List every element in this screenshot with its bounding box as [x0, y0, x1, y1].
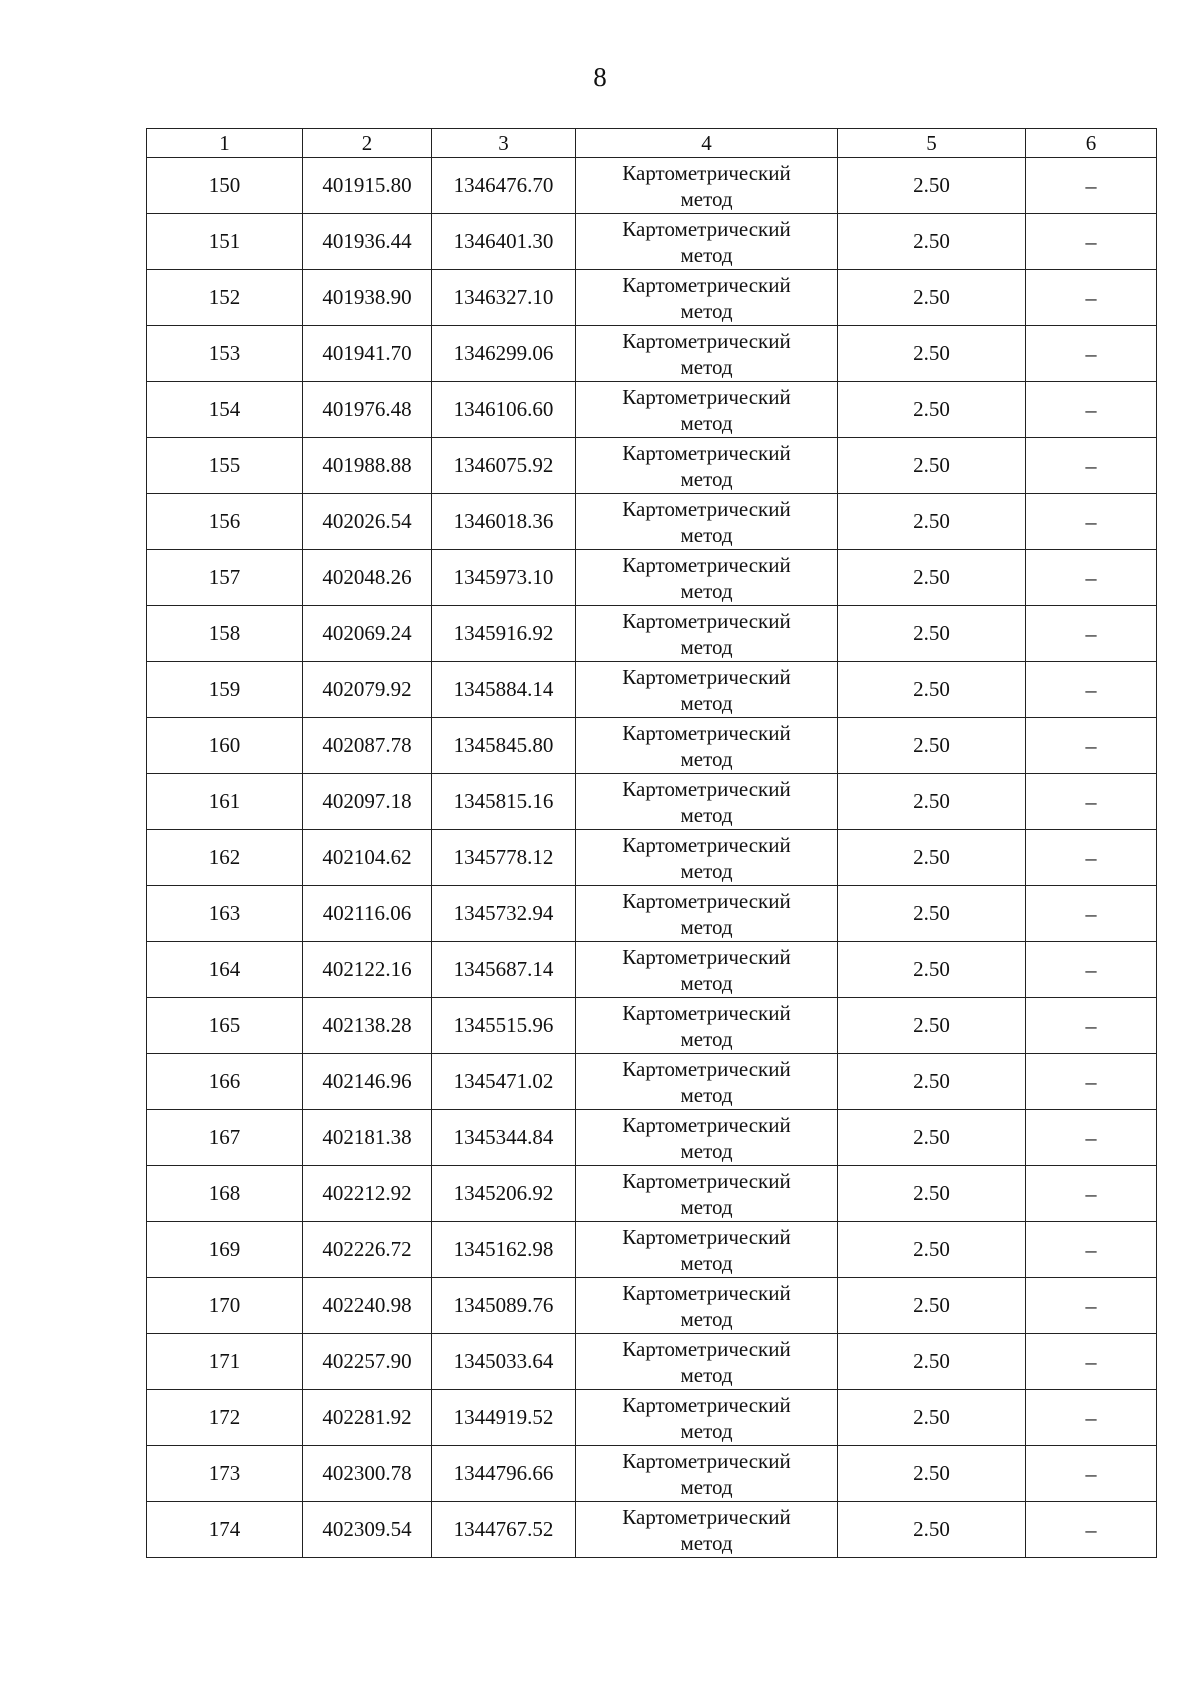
point-number-cell: 163 [147, 886, 303, 942]
accuracy-cell: 2.50 [838, 158, 1026, 214]
y-coordinate-cell: 1346106.60 [432, 382, 576, 438]
point-number-cell: 173 [147, 1446, 303, 1502]
note-cell: – [1026, 550, 1157, 606]
accuracy-cell: 2.50 [838, 1222, 1026, 1278]
table-row [147, 270, 1157, 326]
table-row [147, 830, 1157, 886]
table-row [147, 1054, 1157, 1110]
table-row [147, 1222, 1157, 1278]
y-coordinate-cell: 1345162.98 [432, 1222, 576, 1278]
method-cell: Картометрический метод [576, 998, 838, 1054]
table-row [147, 214, 1157, 270]
note-cell: – [1026, 1222, 1157, 1278]
accuracy-cell: 2.50 [838, 494, 1026, 550]
table-row [147, 1502, 1157, 1558]
y-coordinate-cell: 1345206.92 [432, 1166, 576, 1222]
point-number-cell: 156 [147, 494, 303, 550]
note-cell: – [1026, 886, 1157, 942]
x-coordinate-cell: 402146.96 [303, 1054, 432, 1110]
table-row [147, 438, 1157, 494]
accuracy-cell: 2.50 [838, 1390, 1026, 1446]
table-row [147, 1390, 1157, 1446]
y-coordinate-cell: 1345845.80 [432, 718, 576, 774]
point-number-cell: 160 [147, 718, 303, 774]
x-coordinate-cell: 401988.88 [303, 438, 432, 494]
point-number-cell: 154 [147, 382, 303, 438]
method-cell: Картометрический метод [576, 1390, 838, 1446]
note-cell: – [1026, 382, 1157, 438]
table-row [147, 998, 1157, 1054]
y-coordinate-cell: 1345471.02 [432, 1054, 576, 1110]
point-number-cell: 171 [147, 1334, 303, 1390]
method-cell: Картометрический метод [576, 942, 838, 998]
table-row [147, 1110, 1157, 1166]
y-coordinate-cell: 1345515.96 [432, 998, 576, 1054]
method-cell: Картометрический метод [576, 1054, 838, 1110]
coordinates-table [146, 128, 1157, 1558]
column-header: 5 [838, 129, 1026, 158]
accuracy-cell: 2.50 [838, 270, 1026, 326]
x-coordinate-cell: 402122.16 [303, 942, 432, 998]
y-coordinate-cell: 1346476.70 [432, 158, 576, 214]
accuracy-cell: 2.50 [838, 382, 1026, 438]
method-cell: Картометрический метод [576, 1166, 838, 1222]
column-header: 1 [147, 129, 303, 158]
note-cell: – [1026, 270, 1157, 326]
method-cell: Картометрический метод [576, 718, 838, 774]
method-cell: Картометрический метод [576, 326, 838, 382]
table-row [147, 1166, 1157, 1222]
column-header: 2 [303, 129, 432, 158]
note-cell: – [1026, 1166, 1157, 1222]
y-coordinate-cell: 1346299.06 [432, 326, 576, 382]
page-number: 8 [593, 62, 607, 92]
table-row [147, 718, 1157, 774]
accuracy-cell: 2.50 [838, 214, 1026, 270]
method-cell: Картометрический метод [576, 270, 838, 326]
method-cell: Картометрический метод [576, 494, 838, 550]
accuracy-cell: 2.50 [838, 1334, 1026, 1390]
y-coordinate-cell: 1346401.30 [432, 214, 576, 270]
note-cell: – [1026, 438, 1157, 494]
accuracy-cell: 2.50 [838, 1110, 1026, 1166]
table-row [147, 662, 1157, 718]
accuracy-cell: 2.50 [838, 662, 1026, 718]
x-coordinate-cell: 401941.70 [303, 326, 432, 382]
point-number-cell: 151 [147, 214, 303, 270]
point-number-cell: 168 [147, 1166, 303, 1222]
accuracy-cell: 2.50 [838, 718, 1026, 774]
note-cell: – [1026, 1446, 1157, 1502]
y-coordinate-cell: 1345033.64 [432, 1334, 576, 1390]
x-coordinate-cell: 402300.78 [303, 1446, 432, 1502]
y-coordinate-cell: 1344919.52 [432, 1390, 576, 1446]
point-number-cell: 172 [147, 1390, 303, 1446]
y-coordinate-cell: 1345815.16 [432, 774, 576, 830]
note-cell: – [1026, 1054, 1157, 1110]
accuracy-cell: 2.50 [838, 550, 1026, 606]
method-cell: Картометрический метод [576, 438, 838, 494]
point-number-cell: 164 [147, 942, 303, 998]
x-coordinate-cell: 402138.28 [303, 998, 432, 1054]
y-coordinate-cell: 1345732.94 [432, 886, 576, 942]
method-cell: Картометрический метод [576, 606, 838, 662]
x-coordinate-cell: 402226.72 [303, 1222, 432, 1278]
accuracy-cell: 2.50 [838, 830, 1026, 886]
method-cell: Картометрический метод [576, 1334, 838, 1390]
note-cell: – [1026, 830, 1157, 886]
method-cell: Картометрический метод [576, 382, 838, 438]
method-cell: Картометрический метод [576, 774, 838, 830]
method-cell: Картометрический метод [576, 1446, 838, 1502]
y-coordinate-cell: 1345884.14 [432, 662, 576, 718]
method-cell: Картометрический метод [576, 662, 838, 718]
x-coordinate-cell: 402116.06 [303, 886, 432, 942]
x-coordinate-cell: 402097.18 [303, 774, 432, 830]
point-number-cell: 169 [147, 1222, 303, 1278]
note-cell: – [1026, 158, 1157, 214]
point-number-cell: 167 [147, 1110, 303, 1166]
table-row [147, 158, 1157, 214]
note-cell: – [1026, 662, 1157, 718]
table-row [147, 942, 1157, 998]
x-coordinate-cell: 402181.38 [303, 1110, 432, 1166]
accuracy-cell: 2.50 [838, 438, 1026, 494]
y-coordinate-cell: 1345089.76 [432, 1278, 576, 1334]
y-coordinate-cell: 1344796.66 [432, 1446, 576, 1502]
y-coordinate-cell: 1346327.10 [432, 270, 576, 326]
x-coordinate-cell: 402240.98 [303, 1278, 432, 1334]
method-cell: Картометрический метод [576, 550, 838, 606]
point-number-cell: 166 [147, 1054, 303, 1110]
point-number-cell: 152 [147, 270, 303, 326]
accuracy-cell: 2.50 [838, 886, 1026, 942]
method-cell: Картометрический метод [576, 1278, 838, 1334]
x-coordinate-cell: 402069.24 [303, 606, 432, 662]
table-row [147, 886, 1157, 942]
x-coordinate-cell: 402281.92 [303, 1390, 432, 1446]
method-cell: Картометрический метод [576, 214, 838, 270]
point-number-cell: 157 [147, 550, 303, 606]
table-row [147, 1446, 1157, 1502]
column-header: 6 [1026, 129, 1157, 158]
accuracy-cell: 2.50 [838, 1054, 1026, 1110]
point-number-cell: 161 [147, 774, 303, 830]
x-coordinate-cell: 402087.78 [303, 718, 432, 774]
y-coordinate-cell: 1346018.36 [432, 494, 576, 550]
accuracy-cell: 2.50 [838, 1166, 1026, 1222]
note-cell: – [1026, 774, 1157, 830]
method-cell: Картометрический метод [576, 1502, 838, 1558]
method-cell: Картометрический метод [576, 1110, 838, 1166]
y-coordinate-cell: 1345344.84 [432, 1110, 576, 1166]
accuracy-cell: 2.50 [838, 1502, 1026, 1558]
note-cell: – [1026, 494, 1157, 550]
accuracy-cell: 2.50 [838, 1278, 1026, 1334]
x-coordinate-cell: 401936.44 [303, 214, 432, 270]
point-number-cell: 155 [147, 438, 303, 494]
accuracy-cell: 2.50 [838, 998, 1026, 1054]
table-row [147, 382, 1157, 438]
y-coordinate-cell: 1345916.92 [432, 606, 576, 662]
table-row [147, 774, 1157, 830]
x-coordinate-cell: 401976.48 [303, 382, 432, 438]
point-number-cell: 170 [147, 1278, 303, 1334]
point-number-cell: 174 [147, 1502, 303, 1558]
accuracy-cell: 2.50 [838, 774, 1026, 830]
point-number-cell: 158 [147, 606, 303, 662]
note-cell: – [1026, 942, 1157, 998]
note-cell: – [1026, 1334, 1157, 1390]
table-row [147, 1334, 1157, 1390]
accuracy-cell: 2.50 [838, 942, 1026, 998]
table-row [147, 1278, 1157, 1334]
table-header-row [147, 129, 1157, 158]
note-cell: – [1026, 998, 1157, 1054]
accuracy-cell: 2.50 [838, 1446, 1026, 1502]
note-cell: – [1026, 214, 1157, 270]
x-coordinate-cell: 402079.92 [303, 662, 432, 718]
note-cell: – [1026, 718, 1157, 774]
x-coordinate-cell: 401915.80 [303, 158, 432, 214]
column-header: 3 [432, 129, 576, 158]
method-cell: Картометрический метод [576, 1222, 838, 1278]
accuracy-cell: 2.50 [838, 326, 1026, 382]
method-cell: Картометрический метод [576, 158, 838, 214]
point-number-cell: 150 [147, 158, 303, 214]
note-cell: – [1026, 326, 1157, 382]
y-coordinate-cell: 1344767.52 [432, 1502, 576, 1558]
y-coordinate-cell: 1346075.92 [432, 438, 576, 494]
note-cell: – [1026, 1110, 1157, 1166]
table-row [147, 550, 1157, 606]
x-coordinate-cell: 402309.54 [303, 1502, 432, 1558]
point-number-cell: 153 [147, 326, 303, 382]
note-cell: – [1026, 1278, 1157, 1334]
x-coordinate-cell: 402257.90 [303, 1334, 432, 1390]
method-cell: Картометрический метод [576, 886, 838, 942]
table-row [147, 326, 1157, 382]
method-cell: Картометрический метод [576, 830, 838, 886]
accuracy-cell: 2.50 [838, 606, 1026, 662]
note-cell: – [1026, 1502, 1157, 1558]
table-row [147, 494, 1157, 550]
y-coordinate-cell: 1345973.10 [432, 550, 576, 606]
y-coordinate-cell: 1345687.14 [432, 942, 576, 998]
point-number-cell: 159 [147, 662, 303, 718]
point-number-cell: 165 [147, 998, 303, 1054]
x-coordinate-cell: 402212.92 [303, 1166, 432, 1222]
column-header: 4 [576, 129, 838, 158]
note-cell: – [1026, 606, 1157, 662]
point-number-cell: 162 [147, 830, 303, 886]
x-coordinate-cell: 402026.54 [303, 494, 432, 550]
note-cell: – [1026, 1390, 1157, 1446]
table-row [147, 606, 1157, 662]
x-coordinate-cell: 402104.62 [303, 830, 432, 886]
x-coordinate-cell: 401938.90 [303, 270, 432, 326]
x-coordinate-cell: 402048.26 [303, 550, 432, 606]
table-body [147, 158, 1157, 1558]
y-coordinate-cell: 1345778.12 [432, 830, 576, 886]
